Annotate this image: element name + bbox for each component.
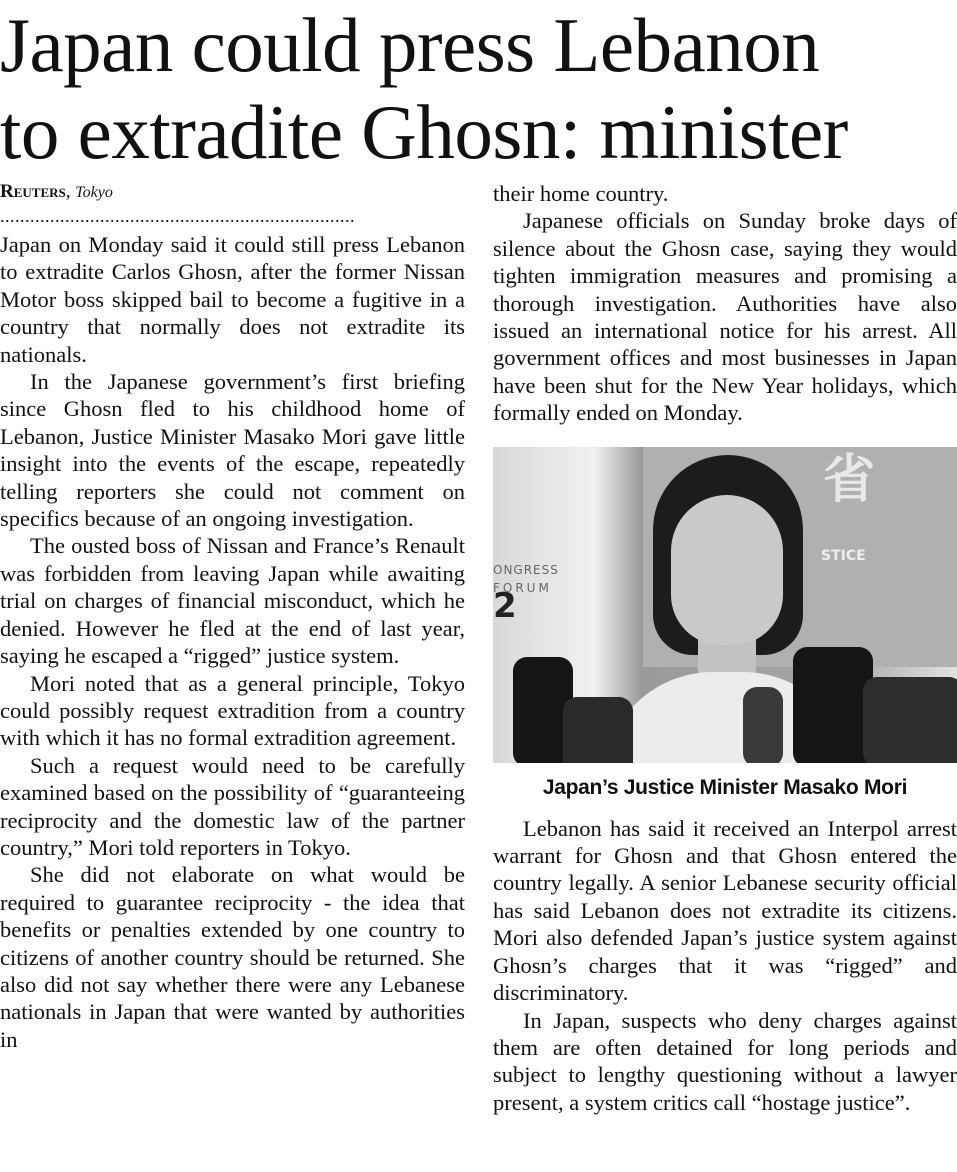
headline: [0, 2, 957, 176]
backdrop-sign-line-1: ONGRESS: [493, 562, 559, 577]
byline-agency: Reuters: [0, 181, 66, 202]
backdrop-kanji: 省: [823, 449, 876, 510]
backdrop-sign-line-2: FORUM: [493, 580, 552, 595]
minister-photo: [493, 447, 957, 763]
right-column: [493, 180, 957, 1116]
microphone-icon: [563, 697, 633, 763]
paragraph-left-3: The ousted boss of Nissan and France’s Renault was forbidden from leaving Japan while awaiting trial on charges of financial misconduct, which he denied. However he fled at the end of last year, saying he escaped a “rigged” justice system.: [0, 533, 465, 669]
backdrop-sign-line-3: 2: [493, 585, 517, 626]
photo-face-shape: [671, 495, 783, 645]
paragraph-left-5: Such a request would need to be carefully examined based on the possibility of “guaranteeing reciprocity and the domestic law of the partner country,” Mori told reporters in Tokyo.: [0, 752, 465, 860]
byline-city: Tokyo: [75, 184, 113, 201]
headline-line-2: to extradite Ghosn: minister: [0, 89, 848, 175]
paragraph-right-1: Japanese officials on Sunday broke days of silence about the Ghosn case, saying they would tighten immigration measures and promising a thorough investigation. Authorities have also issued an international notice for his arrest. All government offices and most businesses in Japan have been shut for the New Year holidays, which formally ended on Monday.: [493, 208, 957, 426]
microphone-icon: [793, 647, 873, 763]
microphone-icon: [743, 687, 783, 763]
headline-line-1: Japan could press Lebanon: [0, 2, 820, 88]
paragraph-left-1: Japan on Monday said it could still press Lebanon to extradite Carlos Ghosn, after the former Nissan Motor boss skipped bail to become a fugitive in a country that normally does not extradite its nationals.: [0, 232, 465, 367]
photo-caption: Japan’s Justice Minister Masako Mori: [542, 775, 908, 799]
paragraph-right-continuation: their home country.: [493, 181, 669, 206]
left-column: [0, 180, 465, 1053]
paragraph-left-2: In the Japanese government’s first briefing since Ghosn fled to his childhood home of Lebanon, Justice Minister Masako Mori gave little insight into the events of the escape, repeatedly telling reporters she could not comment on specifics because of an ongoing investigation.: [0, 369, 465, 532]
microphone-icon: [863, 677, 957, 763]
paragraph-left-4: Mori noted that as a general principle, Tokyo could possibly request extradition from a country with which it has no formal extradition agreement.: [0, 670, 465, 751]
paragraph-right-2: Lebanon has said it received an Interpol arrest warrant for Ghosn and that Ghosn entered the country legally. A senior Lebanese security official has said Lebanon does not extradite its citizens. Mori also defended Japan’s justice system against Ghosn’s charges that it was “rigged” and discriminatory.: [493, 815, 957, 1006]
dotted-divider: .......................................................................: [0, 206, 355, 226]
paragraph-right-3: In Japan, suspects who deny charges against them are often detained for long periods and subject to lengthy questioning without a lawyer present, a system critics call “hostage justice”.: [493, 1007, 957, 1115]
backdrop-sign-right: STICE: [821, 547, 866, 564]
byline-separator: ,: [65, 181, 76, 202]
paragraph-left-6: She did not elaborate on what would be required to guarantee reciprocity - the idea that benefits or penalties extended by one country to citizens of another country should be returned. She also did not say whether there were any Lebanese nationals in Japan that were wanted by authorities in: [0, 862, 465, 1052]
byline: [0, 180, 465, 205]
